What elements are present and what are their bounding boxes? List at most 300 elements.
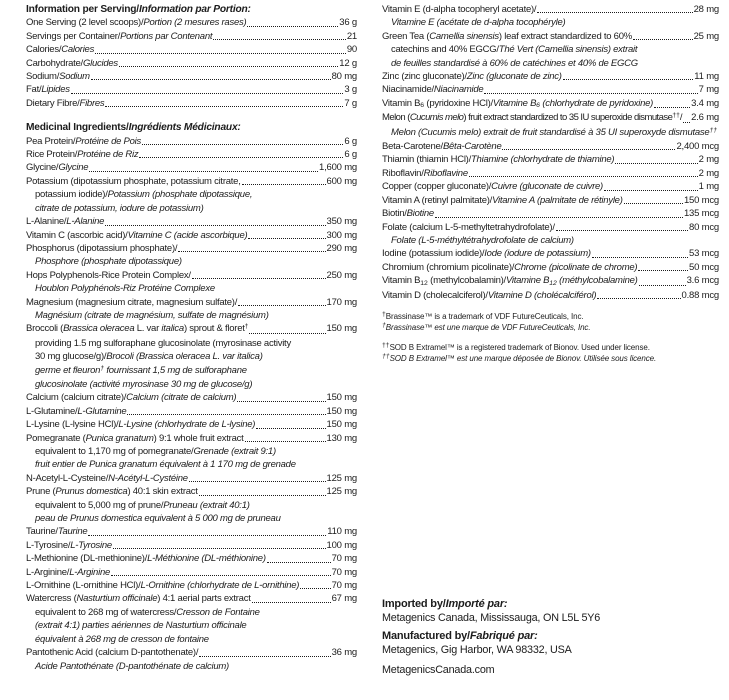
ingredient-text (382, 274, 638, 288)
text-segment: Pantothenic Acid (calcium D-pantothenate)/ (26, 647, 199, 659)
ingredient-amount: 300 mg (326, 229, 357, 241)
ingredient-row (26, 391, 357, 404)
text-segment: Fibres (79, 97, 105, 109)
text-segment: fruit entier de Punica granatum équivalent à 1 170 mg de grenade (35, 459, 296, 471)
dot-leader (91, 79, 331, 80)
text-segment: (méthylcobalamine) (556, 275, 638, 287)
dot-leader (95, 53, 346, 54)
text-segment: catechins and 40% EGCG/ (391, 44, 499, 56)
ingredient-amount: 125 mg (326, 472, 357, 484)
text-segment: Melon ( (382, 112, 410, 124)
text-segment: Niacinamide/ (382, 84, 434, 96)
text-segment: ) leaf extract standardized to 60% (498, 30, 632, 42)
ingredient-text (26, 566, 110, 579)
ingredient-text (35, 619, 246, 632)
ingredient-row (26, 229, 357, 242)
dot-leader (111, 575, 331, 576)
text-segment: Information par Portion: (138, 4, 251, 15)
ingredient-text (26, 30, 212, 43)
text-segment: Cucumis melo (409, 112, 464, 124)
text-segment: †† (382, 352, 390, 360)
ingredient-amount: 150 mg (326, 419, 357, 431)
ingredient-text (35, 350, 263, 363)
ingredient-text (26, 83, 70, 96)
ingredient-amount: 125 mg (326, 486, 357, 498)
text-segment: Glycine (58, 162, 89, 174)
ingredient-text (35, 633, 209, 646)
text-segment: ) fruit extract standardized to 35 IU superoxide dismutase (463, 112, 673, 124)
text-segment: †† (709, 126, 717, 134)
dot-leader (249, 333, 325, 334)
text-segment: L-Methionine (DL-methionine)/ (26, 553, 148, 565)
text-segment: Information per Serving/ (26, 4, 139, 15)
text-segment: Chromium (chromium picolinate)/ (382, 261, 515, 273)
ingredient-amount: 2 mg (698, 167, 719, 179)
ingredient-row (382, 180, 719, 193)
dot-leader (633, 39, 693, 40)
text-segment: glucosinolate (activité myrosinase 30 mg de glucose/g) (35, 378, 253, 390)
ingredient-text (382, 207, 434, 220)
text-segment: Importé par: (445, 598, 508, 610)
ingredient-continuation-line (26, 378, 357, 391)
text-segment: ) 9:1 whole fruit extract (153, 432, 244, 444)
text-segment: N-Acetyl-L-Cysteine/ (26, 472, 109, 484)
text-segment: Camellia sinensis (429, 30, 499, 42)
ingredient-continuation-line (382, 234, 719, 247)
ingredient-row (26, 57, 357, 70)
ingredient-text (391, 234, 574, 247)
text-segment: (chlorhydrate de pyridoxine) (539, 97, 654, 109)
text-segment: 6 (420, 102, 425, 110)
text-segment: Carbohydrate/ (26, 57, 83, 69)
ingredient-row (26, 525, 357, 538)
dot-leader (537, 12, 692, 13)
text-segment: Calories/ (26, 44, 62, 56)
ingredient-row (382, 194, 719, 207)
text-segment: Glucides (82, 57, 118, 69)
ingredient-row (26, 485, 357, 498)
text-segment: Biotine (406, 208, 434, 220)
text-segment: germe et fleuron (35, 364, 101, 376)
footnotes (382, 312, 719, 365)
dot-leader (556, 230, 688, 231)
text-segment: 6 (536, 102, 540, 110)
ingredient-continuation-line (26, 499, 357, 512)
ingredient-text (35, 660, 229, 673)
dot-leader (113, 548, 326, 549)
text-segment: †† (672, 112, 680, 120)
ingredient-amount: 70 mg (331, 553, 357, 565)
dot-leader (597, 298, 680, 299)
ingredient-row (382, 167, 719, 180)
dot-leader (245, 441, 326, 442)
ingredient-text (26, 16, 246, 29)
ingredient-text (382, 289, 596, 302)
text-segment: Potassium (phosphate dipotassique, (107, 189, 253, 201)
text-segment: L-Méthionine (DL-méthionine) (147, 553, 266, 565)
dot-leader (88, 535, 326, 536)
ingredient-amount: 3.6 mcg (686, 275, 719, 287)
ingredient-amount: 1,600 mg (318, 162, 357, 174)
ingredient-amount: 11 mg (694, 71, 719, 83)
ingredient-text (26, 229, 247, 242)
ingredient-row (382, 207, 719, 220)
text-segment: Taurine/ (26, 526, 58, 538)
ingredient-row (382, 289, 719, 302)
ingredient-amount: 36 g (339, 17, 357, 29)
ingredient-amount: 130 mg (326, 432, 357, 444)
dot-leader (199, 656, 330, 657)
ingredient-text (26, 296, 237, 309)
dot-leader (484, 93, 697, 94)
text-segment: Vitamin B (382, 97, 421, 109)
text-segment: peau de Prunus domestica equivalent à 5 000 mg de pruneau (35, 513, 281, 525)
ingredient-amount: 170 mg (326, 296, 357, 308)
ingredient-text (35, 458, 296, 471)
ingredient-text (26, 391, 236, 404)
ingredient-text (382, 194, 623, 207)
ingredient-amount: 90 (346, 44, 357, 56)
ingredient-text (26, 485, 198, 498)
ingredient-row (26, 566, 357, 579)
text-segment: de feuilles standardisé à 60% de catéchines et 40% de EGCG (391, 57, 638, 69)
text-segment: L-Arginine (69, 566, 111, 578)
ingredient-text (26, 148, 138, 161)
text-segment: Beta-Carotene/ (382, 141, 443, 153)
ingredient-continuation-line (26, 337, 357, 350)
dot-leader (252, 602, 331, 603)
ingredient-row (26, 418, 357, 431)
ingredient-row (382, 153, 719, 166)
dot-leader (89, 171, 318, 172)
ingredient-text (35, 202, 204, 215)
text-segment: 30 mg glucose/g)/ (35, 351, 107, 363)
ingredient-row (382, 261, 719, 274)
ingredient-text (26, 161, 88, 174)
ingredient-row (26, 322, 357, 336)
text-segment: providing 1.5 mg sulforaphane glucosinolate (myrosinase activity (35, 337, 291, 349)
ingredient-text (26, 215, 104, 228)
ingredient-text (26, 552, 266, 565)
text-segment: Prunus domestica (55, 486, 128, 498)
ingredient-continuation-line (26, 364, 357, 378)
ingredient-row (382, 83, 719, 96)
dot-leader (639, 285, 686, 286)
ingredient-amount: 150 mcg (683, 194, 719, 206)
ingredient-amount: 3.4 mg (691, 97, 719, 109)
text-segment: 12 (549, 279, 557, 287)
ingredient-amount: 12 g (339, 57, 357, 69)
text-segment: ) sprout & floret (183, 323, 245, 335)
text-segment: Phosphorus (dipotassium phosphate)/ (26, 242, 178, 254)
ingredient-text (26, 242, 177, 255)
text-segment: Vitamine A (palmitate de rétinyle) (492, 194, 623, 206)
text-segment: Hops Polyphenols-Rice Protein Complex/ (26, 269, 191, 281)
ingredient-row (26, 269, 357, 282)
ingredient-amount: 0.88 mcg (681, 289, 719, 301)
text-segment: Vitamine C (acide ascorbique) (127, 229, 248, 241)
ingredient-amount: 2.6 mg (691, 112, 719, 124)
text-segment: equivalent to 5,000 mg of prune/ (35, 499, 164, 511)
text-segment: Magnesium (magnesium citrate, magnesium sulfate)/ (26, 296, 238, 308)
text-segment: Grenade (extrait 9:1) (193, 446, 276, 457)
ingredient-row (26, 161, 357, 174)
ingredient-continuation-line (26, 309, 357, 322)
text-segment: Acide Pantothénate (D-pantothénate de calcium) (35, 660, 229, 672)
ingredient-amount: 25 mg (693, 30, 719, 42)
ingredient-row (382, 97, 719, 111)
text-segment: Manufactured by/ (382, 630, 470, 642)
text-segment: † (100, 364, 104, 372)
text-segment: Protéine de Pois (75, 135, 142, 147)
right-column (382, 3, 719, 365)
text-segment: Vitamin B (382, 275, 421, 287)
text-segment: †† (382, 341, 390, 349)
text-segment: Folate (L-5-méthyltétrahydrofolate de calcium) (391, 234, 574, 246)
ingredient-row (26, 296, 357, 309)
text-segment: Vitamin D (cholecalciferol)/ (382, 289, 488, 301)
text-segment: L-Lysine (chlorhydrate de L-lysine) (118, 419, 256, 431)
ingredient-row (382, 247, 719, 260)
text-segment: Houblon Polyphénols-Riz Protéine Complexe (35, 283, 215, 295)
ingredient-continuation-line (382, 16, 719, 29)
ingredient-row (382, 140, 719, 153)
text-segment: Iode (iodure de potassium) (484, 248, 591, 260)
text-segment: Protéine de Riz (77, 149, 139, 161)
text-segment: Vitamine D (cholécalciférol) (487, 289, 597, 301)
dot-leader (563, 79, 694, 80)
ingredient-row (382, 3, 719, 16)
ingredient-text (26, 57, 118, 70)
text-segment: † (382, 322, 386, 330)
dot-leader (105, 225, 325, 226)
ingredient-text (26, 70, 90, 83)
text-segment: Riboflavin/ (382, 167, 424, 179)
text-segment: equivalent to 268 mg of watercress/ (35, 606, 177, 618)
text-segment: (methylcobalamin)/ (427, 275, 506, 287)
ingredient-text (35, 499, 250, 512)
text-segment: Servings per Container/ (26, 30, 121, 42)
info-section-header (26, 3, 357, 16)
dot-leader (71, 93, 344, 94)
ingredient-text (35, 512, 281, 525)
ingredient-text (26, 432, 244, 445)
info-rows (26, 16, 357, 110)
ingredient-amount: 135 mcg (683, 208, 719, 220)
text-segment: L-Lysine (L-lysine HCl)/ (26, 419, 119, 431)
dot-leader (119, 66, 338, 67)
ingredient-row (382, 274, 719, 288)
text-segment: Potassium (dipotassium phosphate, potassium citrate, (26, 175, 241, 187)
text-segment: Prune ( (26, 486, 56, 498)
ingredient-text (382, 97, 653, 111)
text-segment: L-Alanine (66, 216, 105, 228)
text-segment: Chrome (picolinate de chrome) (514, 261, 638, 273)
ingredient-amount: 600 mg (326, 175, 357, 187)
text-segment: One Serving (2 level scoops)/ (26, 17, 144, 29)
dot-leader (247, 26, 338, 27)
text-segment: N-Acétyl-L-Cystéine (108, 472, 188, 484)
text-segment: Medicinal Ingredients/ (26, 122, 129, 134)
footnote-line (382, 312, 719, 323)
text-segment: Brassinase™ is a trademark of VDF FutureCeuticals, Inc. (385, 311, 584, 321)
ingredient-text (382, 153, 614, 166)
ingredient-text (382, 111, 682, 125)
ingredient-amount: 3 g (344, 84, 357, 96)
text-segment: L-Ornithine (L-ornithine HCl)/ (26, 580, 141, 592)
ingredient-text (382, 70, 562, 83)
footnote-line (382, 323, 719, 334)
text-segment: L-Glutamine (77, 405, 127, 417)
ingredient-continuation-line (26, 633, 357, 646)
dot-leader (142, 144, 343, 145)
text-segment: (extrait 4:1) parties aériennes de Nasturtium officinale (35, 620, 247, 632)
ingredient-row (26, 242, 357, 255)
ingredient-row (26, 97, 357, 110)
ingredient-text (382, 167, 468, 180)
ingredient-row (26, 30, 357, 43)
dot-leader (615, 163, 697, 164)
footnote-line (382, 354, 719, 365)
text-segment: Thiamin (thiamin HCl)/ (382, 154, 471, 166)
text-segment: ) 40:1 skin extract (127, 486, 198, 498)
text-segment: SOD B Extramel™ is a registered trademark of Bionov. Used under license. (389, 342, 650, 352)
ingredient-text (35, 606, 260, 619)
dot-leader (435, 217, 683, 218)
ingredient-amount: 1 mg (698, 181, 719, 193)
ingredient-amount: 150 mg (326, 323, 357, 335)
ingredient-continuation-line (26, 619, 357, 632)
text-segment: citrate de potassium, iodure de potassium) (35, 202, 204, 214)
dot-leader (469, 176, 698, 177)
text-segment: Iodine (potassium iodide)/ (382, 248, 485, 260)
ingredient-text (26, 525, 87, 538)
text-segment: Riboflavine (423, 167, 468, 179)
ingredient-text (35, 445, 276, 458)
text-segment: Green Tea ( (382, 30, 430, 42)
ingredient-text (35, 282, 215, 295)
text-segment: Brassinase™ est une marque de VDF FutureCeuticals, Inc. (385, 323, 591, 333)
ingredient-row (26, 135, 357, 148)
dot-leader (192, 278, 326, 279)
text-segment: Melon (Cucumis melo) extrait de fruit standardisé à 35 UI superoxyde dismutase (391, 126, 710, 138)
text-segment: equivalent to 1,170 mg of pomegranate/ (35, 446, 194, 457)
manufactured-by-address: Metagenics, Gig Harbor, WA 98332, USA (382, 644, 572, 656)
text-segment: L-Alanine/ (26, 216, 67, 228)
text-segment: 12 (420, 279, 428, 287)
text-segment: Niacinamide (433, 84, 484, 96)
ingredient-text (26, 592, 251, 605)
text-segment: Fabriqué par: (469, 630, 538, 642)
ingredient-text (35, 255, 182, 268)
ingredient-amount: 21 (346, 30, 357, 42)
ingredient-amount: 290 mg (326, 242, 357, 254)
text-segment: / (679, 112, 682, 124)
text-segment: Vitamine E (acétate de d-alpha tocophéryle) (391, 17, 566, 29)
text-segment: † (244, 323, 249, 331)
dot-leader (683, 122, 690, 123)
ingredient-continuation-line (26, 512, 357, 525)
info-section (26, 3, 357, 110)
ingredient-text (26, 43, 94, 56)
text-segment: Calories (61, 44, 95, 56)
text-segment: Cresson de Fontaine (176, 606, 260, 618)
ingredient-row (382, 111, 719, 125)
ingredient-continuation-line (26, 445, 357, 458)
ingredient-continuation-line (26, 255, 357, 268)
text-segment: L-Glutamine/ (26, 405, 78, 417)
ingredient-amount: 150 mg (326, 405, 357, 417)
ingredient-row (382, 30, 719, 43)
dot-leader (237, 401, 325, 402)
ingredient-row (26, 539, 357, 552)
text-segment: L. var (134, 323, 162, 335)
text-segment: Thé Vert (Camellia sinensis) extrait (498, 44, 638, 56)
text-segment: Pea Protein/ (26, 135, 76, 147)
ingredient-row (26, 646, 357, 659)
manufactured-by-label (382, 629, 719, 643)
text-segment: italica (161, 323, 184, 335)
ingredient-continuation-line (382, 126, 719, 140)
ingredient-amount: 28 mg (693, 4, 719, 15)
text-segment: † (382, 310, 386, 318)
ingredient-amount: 150 mg (326, 392, 357, 404)
ingredient-text (26, 269, 191, 282)
ingredient-continuation-line (26, 606, 357, 619)
dot-leader (199, 495, 326, 496)
dot-leader (592, 257, 688, 258)
ingredient-row (26, 215, 357, 228)
ingredient-text (382, 221, 555, 234)
ingredient-text (391, 57, 638, 70)
dot-leader (139, 157, 343, 158)
ingredient-text (35, 364, 247, 378)
text-segment: Nasturtium officinale (76, 593, 158, 605)
text-segment: Ingrédients Médicinaux: (128, 122, 241, 134)
ingredient-amount: 67 mg (331, 593, 357, 605)
ingredient-text (26, 322, 248, 336)
ingredient-row (26, 175, 357, 188)
ingredient-text (26, 539, 112, 552)
dot-leader (105, 106, 343, 107)
ingredient-amount: 53 mcg (689, 248, 719, 260)
ingredient-continuation-line (26, 458, 357, 471)
ingredient-amount: 80 mcg (689, 221, 719, 233)
ingredient-text (35, 188, 252, 201)
dot-leader (127, 414, 325, 415)
text-segment: Phosphore (phosphate dipotassique) (35, 256, 182, 268)
ingredient-row (382, 70, 719, 83)
text-segment: Taurine (57, 526, 88, 538)
ingredient-text (391, 126, 717, 140)
text-segment: Folate (calcium L-5-methyltetrahydrofolate)/ (382, 221, 555, 233)
ingredient-text (391, 16, 565, 29)
text-segment: Sodium/ (26, 71, 60, 83)
text-segment: Magnésium (citrate de magnésium, sulfate de magnésium) (35, 309, 269, 321)
ingredient-text (26, 579, 299, 592)
dot-leader (267, 562, 331, 563)
ingredient-row (26, 472, 357, 485)
ingredient-amount: 70 mg (331, 566, 357, 578)
ingredient-text (382, 247, 591, 260)
ingredient-row (26, 70, 357, 83)
ingredient-amount: 70 mg (331, 580, 357, 592)
medicinal-section-header (26, 121, 357, 134)
ingredient-text (26, 646, 198, 659)
ingredient-amount: 100 mg (326, 539, 357, 551)
ingredient-text (382, 261, 637, 274)
text-segment: Imported by/ (382, 598, 446, 610)
